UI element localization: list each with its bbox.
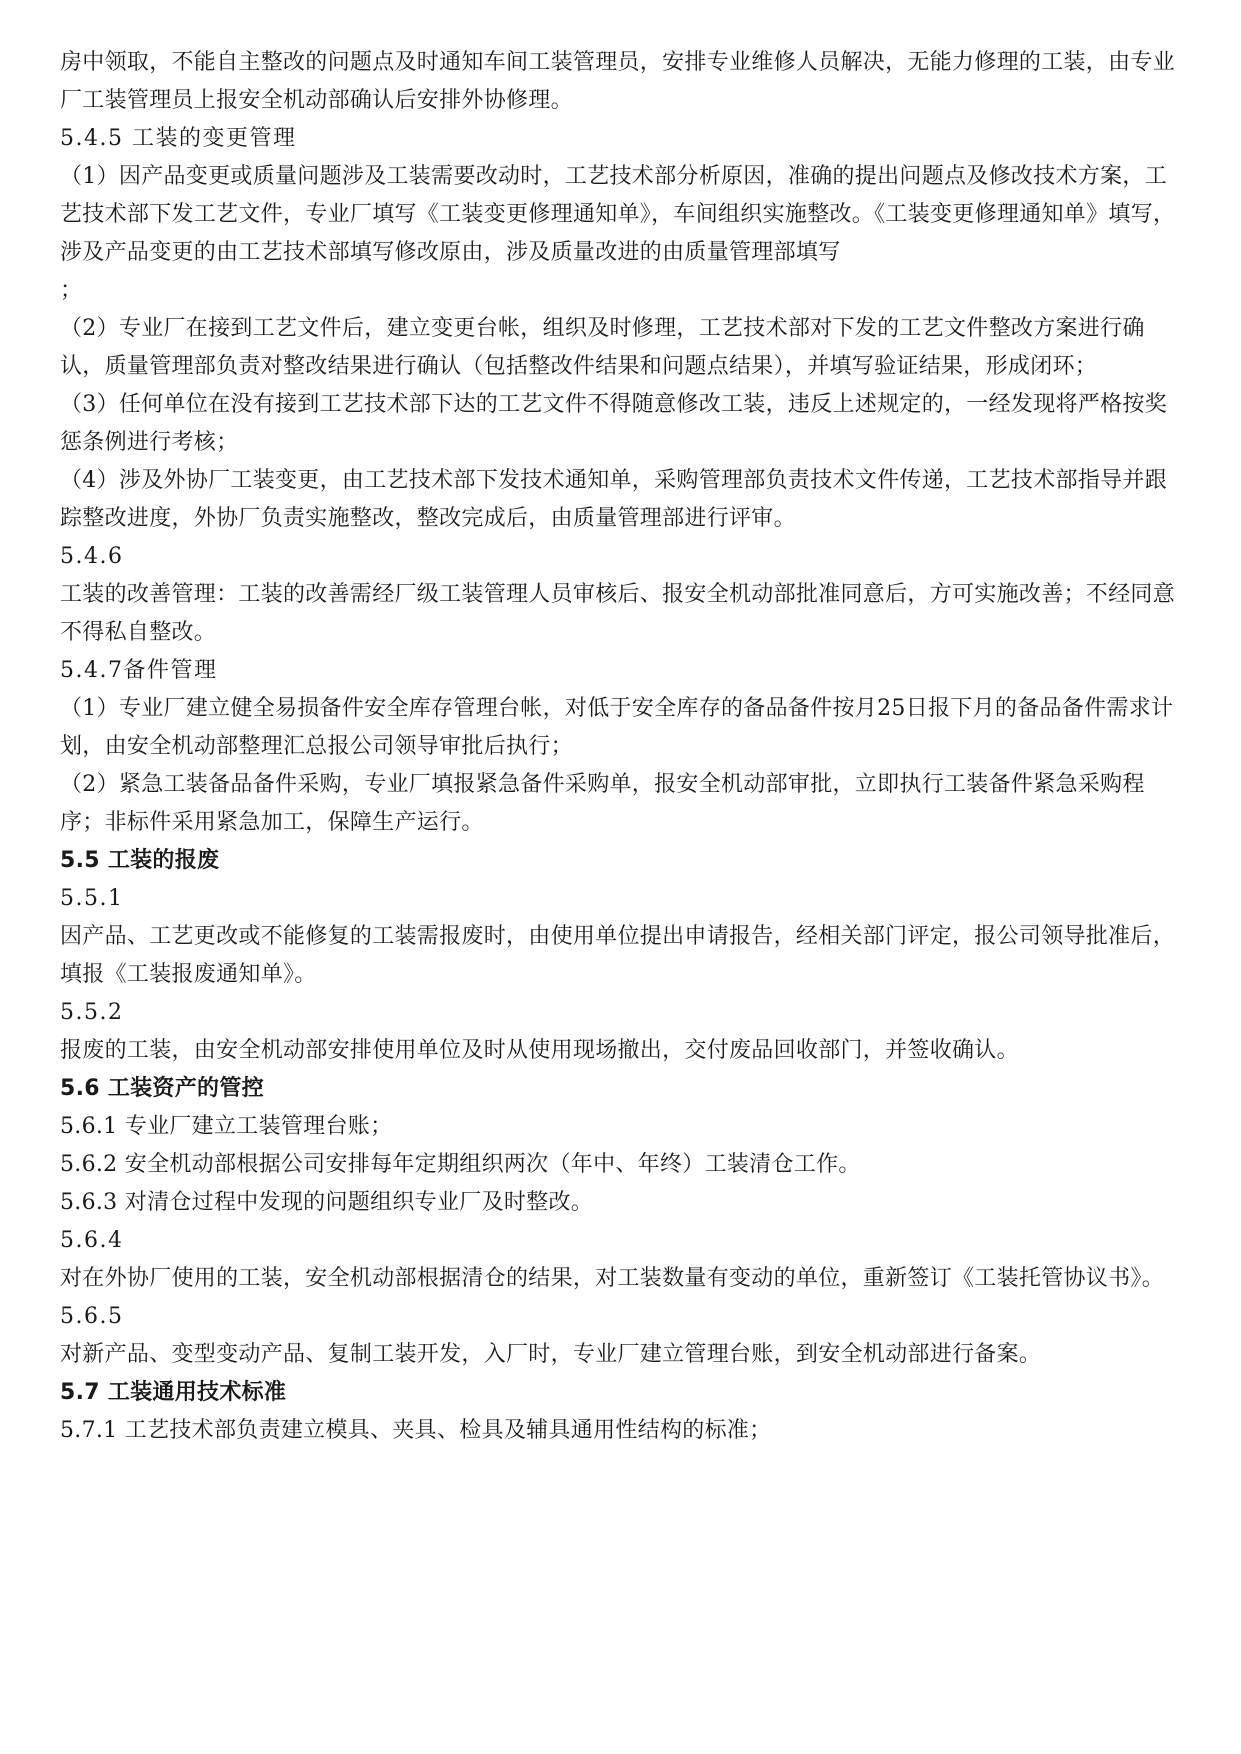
section-heading-5-4-6: 5.4.6 [60, 544, 124, 569]
paragraph-intro: 房中领取，不能自主整改的问题点及时通知车间工装管理员，安排专业维修人员解决，无能力修理的工装，由专业厂工装管理员上报安全机动部确认后安排外协修理。 [60, 50, 1176, 113]
section-heading-5-5-2: 5.5.2 [60, 1000, 124, 1025]
section-heading-5-4-7: 5.4.7备件管理 [60, 658, 218, 683]
paragraph-5-4-5-3: （3）任何单位在没有接到工艺技术部下达的工艺文件不得随意修改工装，违反上述规定的，一经发现将严格按奖惩条例进行考核； [60, 392, 1168, 455]
paragraph-5-7-1: 5.7.1 工艺技术部负责建立模具、夹具、检具及辅具通用性结构的标准； [60, 1418, 772, 1443]
paragraph-5-6-5: 对新产品、变型变动产品、复制工装开发，入厂时，专业厂建立管理台账，到安全机动部进行备案。 [60, 1342, 1042, 1367]
paragraph-5-5-1: 因产品、工艺更改或不能修复的工装需报废时，由使用单位提出申请报告，经相关部门评定，报公司领导批准后，填报《工装报废通知单》。 [60, 924, 1176, 987]
paragraph-5-4-5-1: （1）因产品变更或质量问题涉及工装需要改动时，工艺技术部分析原因，准确的提出问题点及修改技术方案，工艺技术部下发工艺文件，专业厂填写《工装变更修理通知单》，车间组织实施整改。《工装变更修理通知单》填写，涉及产品变更的由工艺技术部填写修改原由，涉及质量改进的由质量管理部填写 [60, 164, 1176, 265]
section-heading-5-4-5: 5.4.5 工装的变更管理 [60, 126, 297, 151]
document-body [60, 44, 1181, 1450]
paragraph-5-5-2: 报废的工装，由安全机动部安排使用单位及时从使用现场撤出，交付废品回收部门，并签收确认。 [60, 1038, 1019, 1063]
paragraph-5-6-4: 对在外协厂使用的工装，安全机动部根据清仓的结果，对工装数量有变动的单位，重新签订《工装托管协议书》。 [60, 1266, 1165, 1291]
paragraph-5-6-2: 5.6.2 安全机动部根据公司安排每年定期组织两次（年中、年终）工装清仓工作。 [60, 1152, 861, 1177]
section-heading-5-7: 5.7 工装通用技术标准 [60, 1380, 287, 1405]
section-heading-5-5-1: 5.5.1 [60, 886, 124, 911]
section-heading-5-6-4: 5.6.4 [60, 1228, 124, 1253]
paragraph-5-6-3: 5.6.3 对清仓过程中发现的问题组织专业厂及时整改。 [60, 1190, 594, 1215]
paragraph-5-4-5-4: （4）涉及外协厂工装变更，由工艺技术部下发技术通知单，采购管理部负责技术文件传递，工艺技术部指导并跟踪整改进度，外协厂负责实施整改，整改完成后，由质量管理部进行评审。 [60, 468, 1168, 531]
paragraph-5-4-5-2: （2）专业厂在接到工艺文件后，建立变更台帐，组织及时修理，工艺技术部对下发的工艺文件整改方案进行确认，质量管理部负责对整改结果进行确认（包括整改件结果和问题点结果），并填写验证结果，形成闭环； [60, 316, 1145, 379]
paragraph-5-4-7-1: （1）专业厂建立健全易损备件安全库存管理台帐，对低于安全库存的备品备件按月25日报下月的备品备件需求计划，由安全机动部整理汇总报公司领导审批后执行； [60, 696, 1174, 759]
section-heading-5-6-5: 5.6.5 [60, 1304, 124, 1329]
section-heading-5-5: 5.5 工装的报废 [60, 848, 220, 873]
paragraph-5-4-7-2: （2）紧急工装备品备件采购，专业厂填报紧急备件采购单，报安全机动部审批，立即执行工装备件紧急采购程序；非标件采用紧急加工，保障生产运行。 [60, 772, 1145, 835]
section-heading-5-6: 5.6 工装资产的管控 [60, 1076, 264, 1101]
paragraph-5-4-6: 工装的改善管理：工装的改善需经厂级工装管理人员审核后、报安全机动部批准同意后，方可实施改善；不经同意不得私自整改。 [60, 582, 1176, 645]
paragraph-5-6-1: 5.6.1 专业厂建立工装管理台账； [60, 1114, 393, 1139]
paragraph-5-4-5-1-end: ； [60, 278, 83, 303]
